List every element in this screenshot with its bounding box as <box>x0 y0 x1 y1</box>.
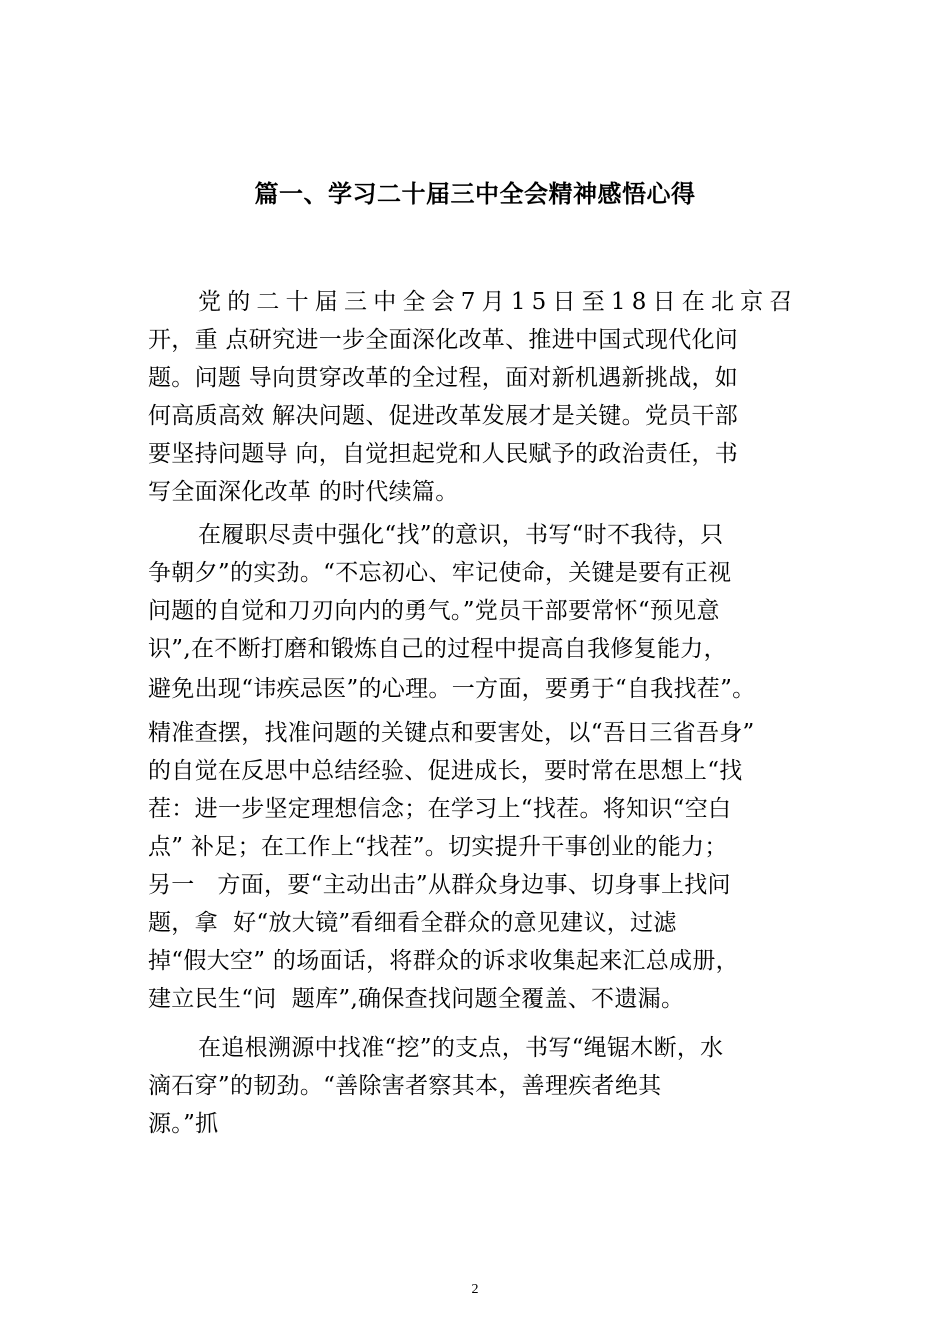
body-line: 争朝夕”的实劲。“不忘初心、牢记使命，关键是要有正视 <box>148 560 732 586</box>
body-line: 何高质高效 解决问题、促进改革发展才是关键。党员干部 <box>148 403 739 429</box>
body-line: 党的二十届三中全会7月15日至18日在北京召 <box>198 289 799 315</box>
body-line: 精准查摆，找准问题的关键点和要害处，以“吾日三省吾身” <box>148 720 755 746</box>
body-line: 茬：进一步坚定理想信念；在学习上“找茬。将知识“空白 <box>148 796 732 822</box>
body-line: 源。”抓 <box>148 1111 219 1137</box>
page-title: 篇一、学习二十届三中全会精神感悟心得 <box>254 180 696 208</box>
page-number: 2 <box>471 1282 479 1297</box>
body-line: 要坚持问题导 向，自觉担起党和人民赋予的政治责任，书 <box>148 441 739 467</box>
body-line: 建立民生“问 题库”,确保查找问题全覆盖、不遗漏。 <box>148 986 685 1012</box>
body-line: 点” 补足；在工作上“找茬”。切实提升干事创业的能力； <box>148 834 728 860</box>
body-line: 另一 方面，要“主动出击”从群众身边事、切身事上找问 <box>148 872 731 898</box>
body-line: 问题的自觉和刀刃向内的勇气。”党员干部要常怀“预见意 <box>148 598 720 624</box>
body-line: 题。问题 导向贯穿改革的全过程，面对新机遇新挑战，如 <box>148 365 739 391</box>
body-line: 的自觉在反思中总结经验、促进成长，要时常在思想上“找 <box>148 758 743 784</box>
body-line: 识”,在不断打磨和锻炼自己的过程中提高自我修复能力， <box>148 636 727 662</box>
body-line: 避免出现“讳疾忌医”的心理。一方面，要勇于“自我找茬”。 <box>148 676 756 702</box>
body-line: 题，拿 好“放大镜”看细看全群众的意见建议，过滤 <box>148 910 677 936</box>
body-line: 在履职尽责中强化“找”的意识，书写“时不我待，只 <box>198 522 724 548</box>
body-line: 掉“假大空” 的场面话，将群众的诉求收集起来汇总成册， <box>148 948 739 974</box>
body-line: 开，重 点研究进一步全面深化改革、推进中国式现代化问 <box>148 327 739 353</box>
body-line: 写全面深化改革 的时代续篇。 <box>148 479 459 505</box>
body-line: 滴石穿”的韧劲。“善除害者察其本，善理疾者绝其 <box>148 1073 662 1099</box>
body-line: 在追根溯源中找准“挖”的支点，书写“绳锯木断，水 <box>198 1035 724 1061</box>
